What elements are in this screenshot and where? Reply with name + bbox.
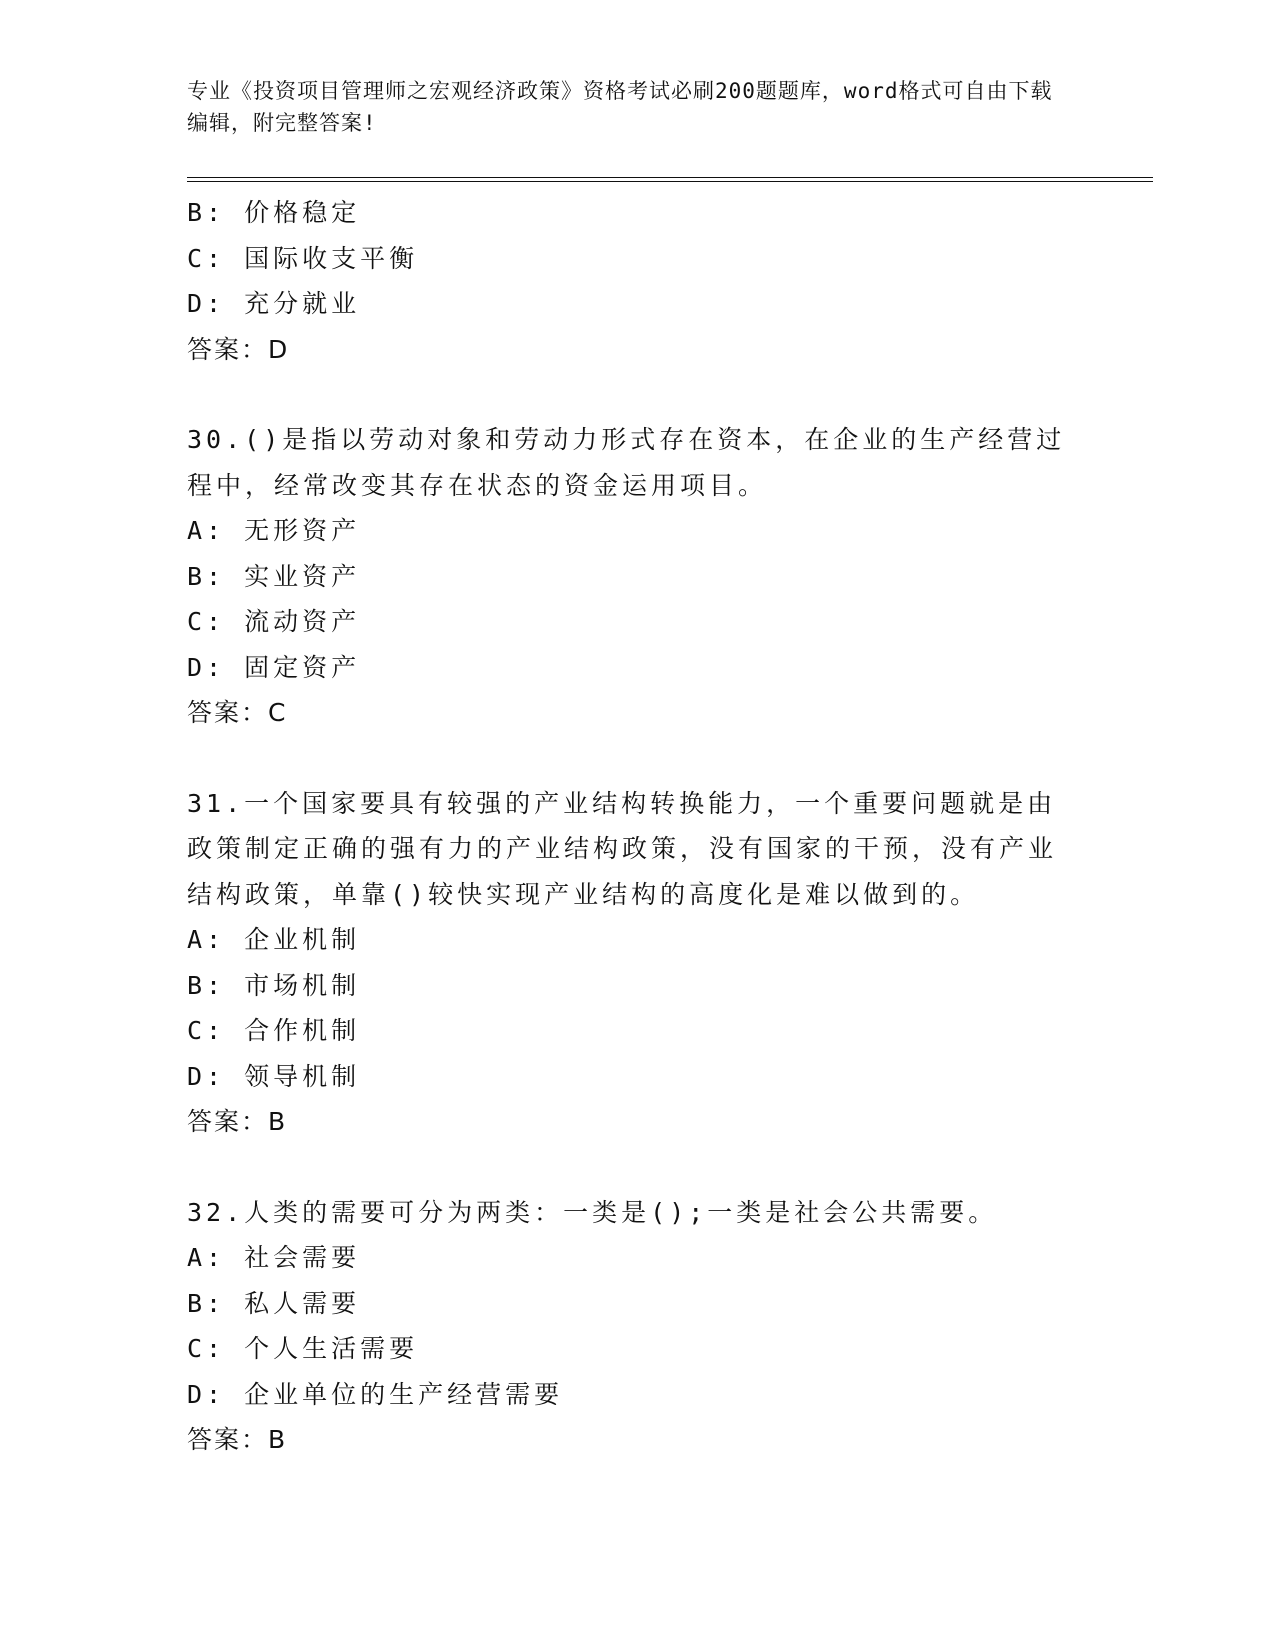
- page-header-title: 专业《投资项目管理师之宏观经济政策》资格考试必刷200题题库，word格式可自由下载编辑，附完整答案!: [187, 79, 1053, 135]
- option-text: 个人生活需要: [244, 1334, 419, 1363]
- option-label: A:: [187, 1243, 226, 1272]
- answer-line: 答案：B: [187, 1425, 288, 1454]
- question-31: [187, 781, 1087, 1145]
- option-text: 领导机制: [244, 1061, 361, 1091]
- option-text: 企业机制: [244, 925, 361, 954]
- answer-line: 答案：B: [187, 1107, 288, 1136]
- option-b: [187, 190, 1087, 236]
- option-c: [187, 1326, 1087, 1372]
- question-32: [187, 1190, 1087, 1463]
- option-text: 价格稳定: [244, 198, 361, 227]
- option-label: C:: [187, 1016, 226, 1045]
- option-text: 无形资产: [244, 516, 361, 545]
- option-label: B:: [187, 1288, 226, 1318]
- question-continued: [187, 190, 1087, 372]
- answer-line: 答案：D: [187, 334, 290, 364]
- option-b: [187, 1281, 1087, 1327]
- option-label: D:: [187, 289, 226, 318]
- option-text: 流动资产: [244, 607, 361, 636]
- option-label: D:: [187, 1061, 226, 1091]
- option-label: C:: [187, 607, 226, 636]
- option-text: 实业资产: [244, 561, 361, 591]
- option-c: [187, 236, 1087, 282]
- option-text: 市场机制: [244, 970, 361, 1000]
- option-d: [187, 645, 1087, 691]
- question-stem: 32.人类的需要可分为两类：一类是();一类是社会公共需要。: [187, 1197, 998, 1227]
- option-label: D:: [187, 652, 226, 682]
- option-text: 企业单位的生产经营需要: [244, 1379, 564, 1409]
- question-list: [187, 190, 1087, 1463]
- answer-line: 答案：C: [187, 698, 288, 727]
- question-stem: 31.一个国家要具有较强的产业结构转换能力，一个重要问题就是由政策制定正确的强有力的产业结构政策，没有国家的干预，没有产业结构政策，单靠()较快实现产业结构的高度化是难以做到的。: [187, 788, 1058, 909]
- option-label: B:: [187, 970, 226, 1000]
- option-d: [187, 1372, 1087, 1418]
- option-label: B:: [187, 198, 226, 227]
- option-text: 国际收支平衡: [244, 243, 419, 273]
- option-label: B:: [187, 561, 226, 591]
- option-d: [187, 1054, 1087, 1100]
- option-b: [187, 554, 1087, 600]
- option-label: A:: [187, 516, 226, 545]
- option-text: 社会需要: [244, 1243, 361, 1272]
- option-d: [187, 281, 1087, 327]
- option-text: 合作机制: [244, 1016, 361, 1045]
- option-text: 充分就业: [244, 289, 361, 318]
- option-text: 私人需要: [244, 1288, 361, 1318]
- option-label: A:: [187, 925, 226, 954]
- option-a: [187, 1235, 1087, 1281]
- option-c: [187, 1008, 1087, 1054]
- option-label: C:: [187, 243, 226, 273]
- option-a: [187, 917, 1087, 963]
- option-c: [187, 599, 1087, 645]
- option-text: 固定资产: [244, 652, 361, 682]
- question-stem: 30.()是指以劳动对象和劳动力形式存在资本，在企业的生产经营过程中，经常改变其存在状态的资金运用项目。: [187, 425, 1066, 500]
- option-label: D:: [187, 1379, 226, 1409]
- question-30: [187, 417, 1087, 736]
- option-label: C:: [187, 1334, 226, 1363]
- header-divider: [187, 177, 1153, 182]
- option-b: [187, 963, 1087, 1009]
- option-a: [187, 508, 1087, 554]
